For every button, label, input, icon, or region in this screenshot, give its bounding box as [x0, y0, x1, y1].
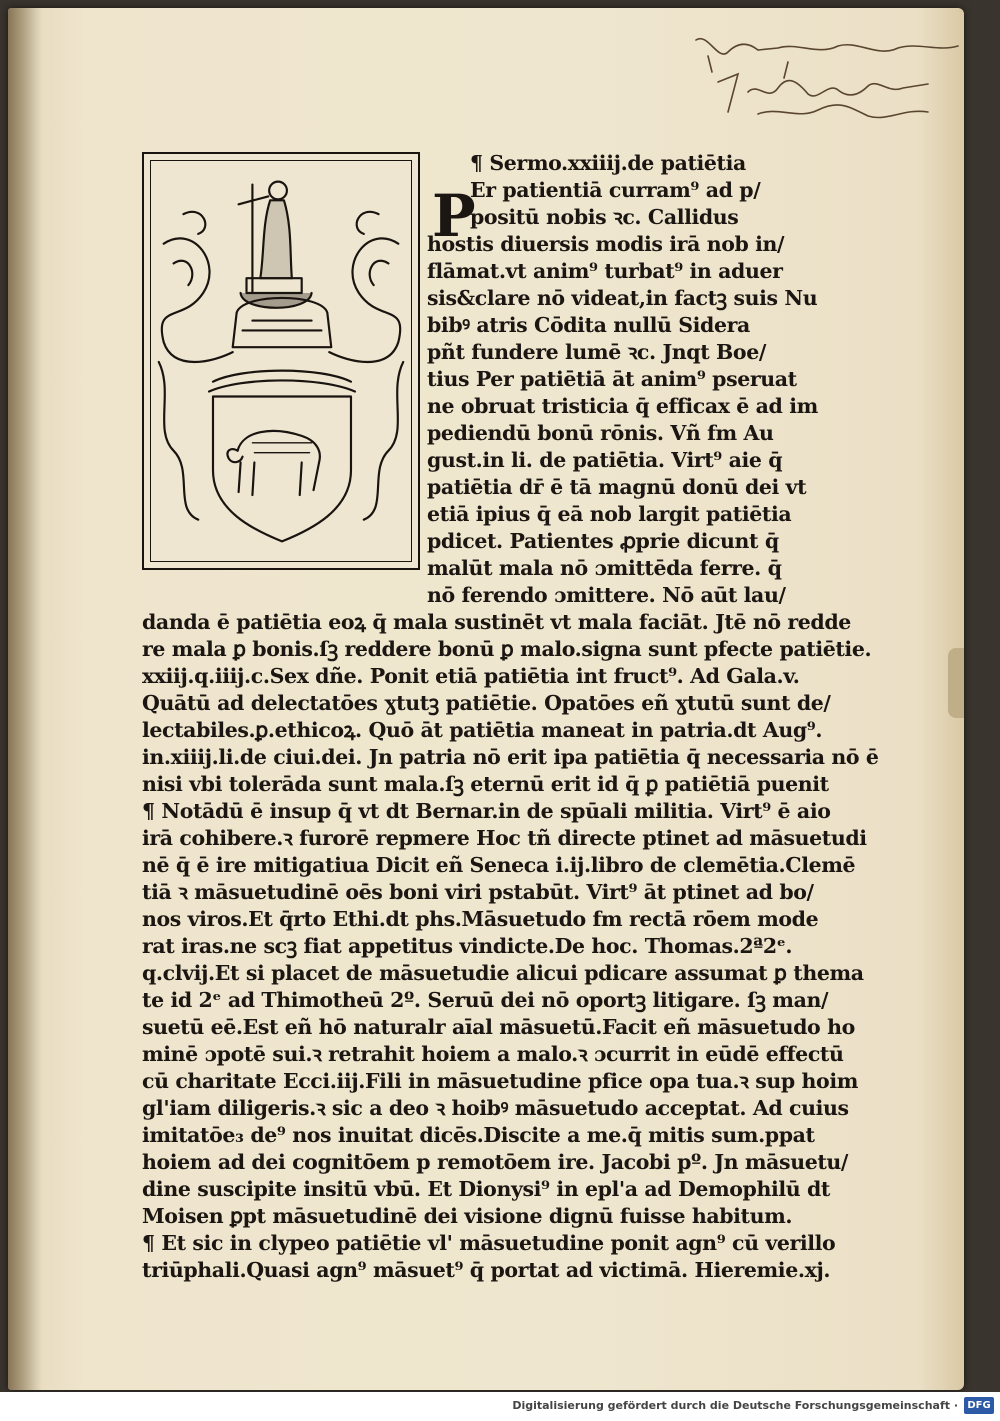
text-line: Moisen ꝑpt māsuetudinē dei visione dignū fuisse habitum. — [142, 1204, 793, 1228]
text-line: pediendū bonū rōnis. Vñ fm Au — [427, 421, 774, 445]
text-line: xxiij.q.iiij.c.Sex dñe. Ponit etiā patiētia int fruct⁹. Ad Gala.v. — [142, 664, 800, 688]
text-line: hoiem ad dei cognitōem p remotōem ire. Jacobi pº. Jn māsuetu/ — [142, 1150, 849, 1174]
text-line: sis&clare nō videat,in factꝫ suis Nu — [427, 286, 818, 310]
text-line: nos viros.Et q̄rto Ethi.dt phs.Māsuetudo fm rectā rōem mode — [142, 907, 819, 931]
text-line: ¶ Sermo.xxiiij.de patiētia — [470, 151, 746, 175]
text-line: gl'iam diligeris.ꝛ sic a deo ꝛ hoibꝰ māsuetudo acceptat. Ad cuius — [142, 1096, 849, 1120]
text-line: ¶ Et sic in clypeo patiētie vl' māsuetudine ponit agn⁹ cū verillo — [142, 1231, 836, 1255]
text-line: ne obruat tristicia q̄ efficax ē ad im — [427, 394, 818, 418]
text-line: te id 2ᵉ ad Thimotheū 2º. Seruū dei nō oportꝫ litigare. ſꝫ man/ — [142, 988, 829, 1012]
text-line: lectabiles.ꝑ.ethicoꝝ. Quō āt patiētia maneat in patria.dt Aug⁹. — [142, 718, 823, 742]
text-line: tius Per patiētiā āt anim⁹ pseruat — [427, 367, 797, 391]
text-line: Er patientiā curram⁹ ad p/ — [470, 178, 761, 202]
text-line: pdicet. Patientes ꝓprie dicunt q̄ — [427, 529, 779, 553]
text-line: pñt fundere lumē ꝛc. Jnqt Boe/ — [427, 340, 766, 364]
text-line: rat iras.ne scꝫ fiat appetitus vindicte.De hoc. Thomas.2ª2ᵉ. — [142, 934, 793, 958]
text-line: triūphali.Quasi agn⁹ māsuet⁹ q̄ portat ad victimā. Hieremie.xj. — [142, 1258, 831, 1282]
text-line: suetū eē.Est eñ hō naturalr aīal māsuetū.Facit eñ māsuetudo ho — [142, 1015, 855, 1039]
text-line: malūt mala nō ɔmittēda ferre. q̄ — [427, 556, 782, 580]
page-text — [8, 8, 964, 1390]
text-line: q.clvij.Et si placet de māsuetudie alicui pdicare assumat ꝑ thema — [142, 961, 864, 985]
text-line: etiā ipius q̄ eā nob largit patiētia — [427, 502, 792, 526]
text-line: patiētia dr̄ ē tā magnū donū dei vt — [427, 475, 807, 499]
text-line: nō ferendo ɔmittere. Nō aūt lau/ — [427, 583, 786, 607]
text-line: bibꝰ atris Cōdita nullū Sidera — [427, 313, 750, 337]
dfg-logo: DFG — [964, 1397, 994, 1414]
text-line: tiā ꝛ māsuetudinē oēs boni viri pstabūt. Virt⁹ āt ptinet ad bo/ — [142, 880, 814, 904]
book-page-scan — [8, 8, 964, 1390]
text-line: irā cohibere.ꝛ furorē repmere Hoc tñ directe ptinet ad māsuetudi — [142, 826, 867, 850]
text-line: positū nobis ꝛc. Callidus — [470, 205, 739, 229]
footer-bar — [0, 1392, 1000, 1421]
drop-cap: P — [432, 182, 476, 250]
text-line: gust.in li. de patiētia. Virt⁹ aie q̄ — [427, 448, 783, 472]
text-line: dine suscipite insitū vbū. Et Dionysi⁹ in epl'a ad Demophilū dt — [142, 1177, 831, 1201]
text-line: Quātū ad delectatōes ɣtutꝫ patiētie. Opatōes eñ ɣtutū sunt de/ — [142, 691, 831, 715]
text-line: minē ɔpotē sui.ꝛ retrahit hoiem a malo.ꝛ ɔcurrit in eūdē effectū — [142, 1042, 844, 1066]
text-line: ¶ Notādū ē insup q̄ vt dt Bernar.in de spūali militia. Virt⁹ ē aio — [142, 799, 831, 823]
funding-credit: Digitalisierung gefördert durch die Deutsche Forschungsgemeinschaft · — [512, 1399, 958, 1412]
text-line: flāmat.vt anim⁹ turbat⁹ in aduer — [427, 259, 783, 283]
text-line: nisi vbi tolerāda sunt mala.ſꝫ eternū erit id q̄ ꝑ patiētiā puenit — [142, 772, 829, 796]
text-line: danda ē patiētia eoꝝ q̄ mala sustinēt vt mala faciāt. Jtē nō redde — [142, 610, 851, 634]
text-line: hostis diuersis modis irā nob in/ — [427, 232, 785, 256]
text-line: cū charitate Ecci.iij.Fili in māsuetudine pfice opa tua.ꝛ sup hoim — [142, 1069, 859, 1093]
text-line: in.xiiij.li.de ciui.dei. Jn patria nō erit ipa patiētia q̄ necessaria nō ē — [142, 745, 879, 769]
text-line: re mala ꝑ bonis.ſꝫ reddere bonū ꝑ malo.signa sunt pfecte patiētie. — [142, 637, 872, 661]
text-line: imitatōe₃ de⁹ nos inuitat dicēs.Discite a me.q̄ mitis sum.ppat — [142, 1123, 815, 1147]
text-line: nē q̄ ē ire mitigatiua Dicit eñ Seneca i.ij.libro de clemētia.Clemē — [142, 853, 856, 877]
